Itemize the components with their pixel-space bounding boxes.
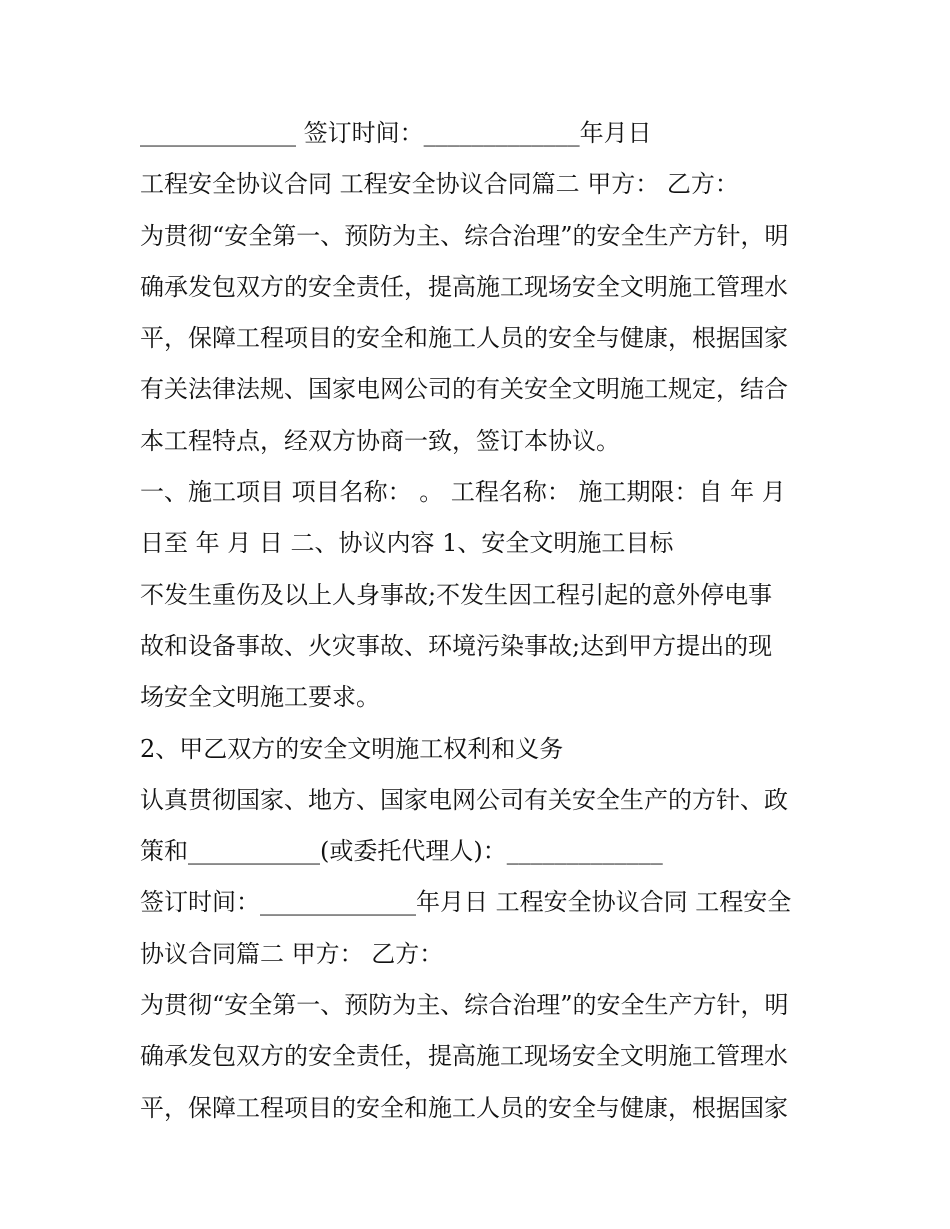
text-line: 平，保障工程项目的安全和施工人员的安全与健康，根据国家 [140, 1093, 788, 1122]
text-line: 场安全文明施工要求。 [140, 683, 380, 712]
text-line: 平，保障工程项目的安全和施工人员的安全与健康，根据国家 [140, 324, 788, 353]
text-line: _____________ 签订时间：_____________年月日 [140, 119, 652, 147]
text-line: 日至 年 月 日 二、协议内容 1、安全文明施工目标 [140, 529, 674, 558]
text-line: 签订时间：_____________年月日 工程安全协议合同 工程安全 [140, 888, 792, 917]
text-line: 确承发包双方的安全责任，提高施工现场安全文明施工管理水 [140, 272, 788, 301]
text-line: 不发生重伤及以上人身事故;不发生因工程引起的意外停电事 [140, 580, 773, 609]
text-line: 故和设备事故、火灾事故、环境污染事故;达到甲方提出的现 [140, 631, 773, 660]
text-line: 2、甲乙双方的安全文明施工权利和义务 [140, 734, 564, 763]
text-line: 为贯彻“安全第一、预防为主、综合治理”的安全生产方针，明 [140, 991, 789, 1020]
text-line: 工程安全协议合同 工程安全协议合同篇二 甲方： 乙方： [140, 170, 739, 199]
text-line: 为贯彻“安全第一、预防为主、综合治理”的安全生产方针，明 [140, 221, 789, 250]
text-line: 策和___________(或委托代理人)：_____________ [140, 837, 663, 866]
text-line: 一、施工项目 项目名称： 。 工程名称： 施工期限：自 年 月 [140, 478, 786, 507]
text-line: 协议合同篇二 甲方： 乙方： [140, 939, 444, 968]
text-line: 认真贯彻国家、地方、国家电网公司有关安全生产的方针、政 [140, 785, 788, 814]
text-line: 确承发包双方的安全责任，提高施工现场安全文明施工管理水 [140, 1042, 788, 1071]
document-body [140, 108, 820, 1134]
text-line: 本工程特点，经双方协商一致，签订本协议。 [140, 426, 620, 455]
text-line: 有关法律法规、国家电网公司的有关安全文明施工规定，结合 [140, 375, 788, 404]
